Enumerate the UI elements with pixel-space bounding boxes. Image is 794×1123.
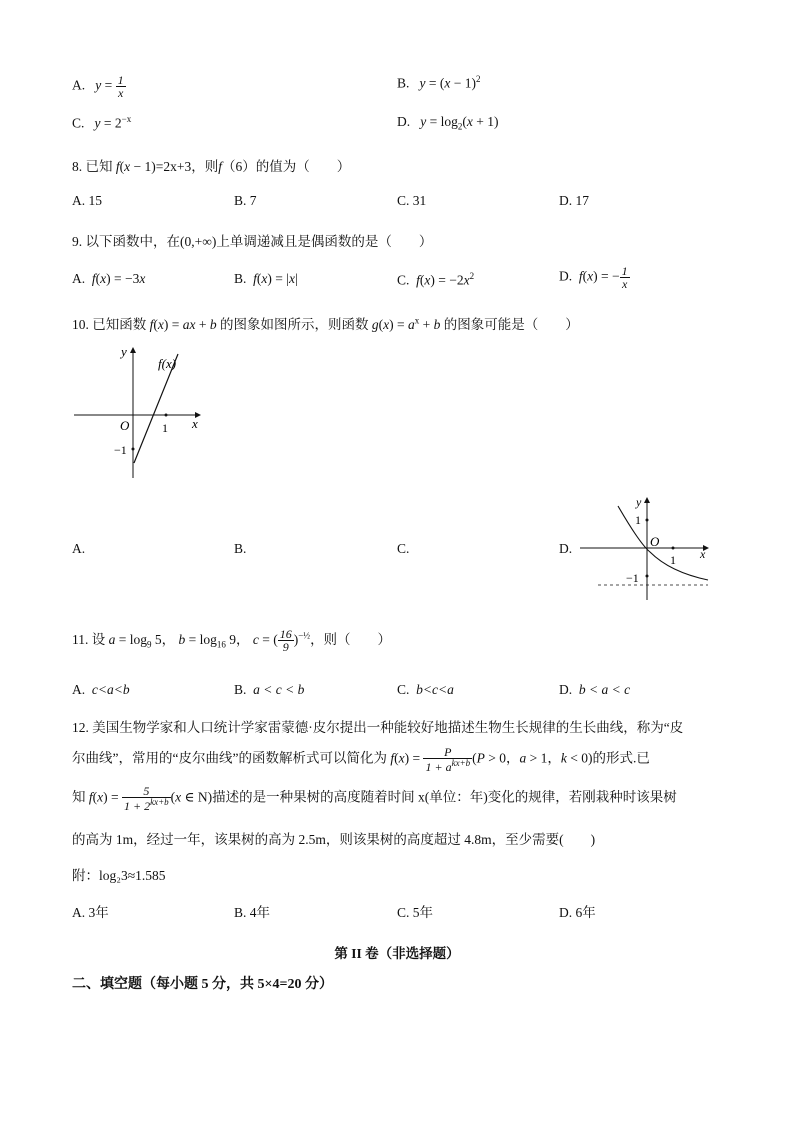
q9-option-b-label: B. <box>234 271 247 286</box>
q11-option-a-text: c<a<b <box>91 682 130 697</box>
q9-option-d: D. f(x) = − $\frac{1}{x}$ <box>559 264 628 291</box>
q10-stem-pre: 10. 已知函数 <box>72 317 147 332</box>
q11-option-d-label: D. <box>559 682 573 697</box>
q10-option-c: C. <box>397 541 410 556</box>
q9-option-b: B. f(x) = |x| <box>234 271 298 286</box>
q7-options-row2 <box>72 114 722 136</box>
tick-neg1: −1 <box>626 571 639 585</box>
gx-curve <box>618 506 708 580</box>
q8-stem-pre: 8. 已知 <box>72 159 113 174</box>
point-neg1 <box>132 448 135 451</box>
q12-line2: 尔曲线”，常用的“皮尔曲线”的函数解析式可以简化为 f(x) = $\frac{P}{1 + a^{kx+b}}$ (P > 0，a > 1，k < 0)的形式.已 <box>72 745 650 774</box>
y-label: y <box>636 495 642 509</box>
q7-option-a: A. y = $\frac{1}{x}$ <box>72 73 124 100</box>
q8-option-b: B. 7 <box>234 193 257 208</box>
q9-stem-post: 上单调递减且是偶函数的是（ ） <box>216 234 433 249</box>
q8-option-c: C. 31 <box>397 193 427 208</box>
q9-option-c: C. $f(x) = -2x^2$ <box>397 271 475 288</box>
q12-line3-pre: 知 <box>72 789 86 805</box>
q8-stem-mid: =2x+3，则 <box>155 159 219 174</box>
q8-options <box>72 193 722 215</box>
q9-option-a: A. f(x) = −3x <box>72 271 146 286</box>
q10-option-d: D. <box>559 541 573 556</box>
q7-option-a-label: A. <box>72 77 86 93</box>
q11-stem-post: ，则（ ） <box>310 632 392 647</box>
q7-option-b: B. $y = (x - 1)^2$ <box>397 74 481 91</box>
q11-option-b-label: B. <box>234 682 247 697</box>
tick-1: 1 <box>162 421 168 435</box>
q12-options <box>72 901 722 923</box>
q7-option-d: D. $y = \log_2(x + 1)$ <box>397 114 499 132</box>
q9-stem: 9. 以下函数中，在(0,+∞)上单调递减且是偶函数的是（ ） <box>72 234 433 249</box>
q12-line3-post: 描述的是一种果树的高度随着时间 x(单位：年)变化的规律，若刚栽种时该果树 <box>212 789 677 805</box>
q9-options <box>72 265 722 295</box>
q11-option-c-text: b<c<a <box>416 682 454 697</box>
q10-stem: 10. 已知函数 f(x) = ax + b 的图象如图所示，则函数 $g(x) = a^x + b$ 的图象可能是（ ） <box>72 315 579 332</box>
q12-line2-post: 的形式.已 <box>592 750 650 766</box>
q10-option-b: B. <box>234 541 247 556</box>
q10-stem-post: 的图象可能是（ ） <box>443 317 579 332</box>
tick-x1: 1 <box>670 553 676 567</box>
q7-option-d-label: D. <box>397 114 411 129</box>
q12-line3: 知 f(x) = $\frac{5}{1 + 2^{kx+b}}$ (x ∈ N)描述的是一种果树的高度随着时间 x(单位：年)变化的规律，若刚栽种时该果树 <box>72 784 677 813</box>
q11-option-a-label: A. <box>72 682 86 697</box>
q11-stem-pre: 11. 设 <box>72 632 106 647</box>
q12-option-b: B. 4年 <box>234 905 271 920</box>
q11-option-b-text: a < c < b <box>253 682 305 697</box>
y-label: y <box>121 344 127 359</box>
q9-option-d-label: D. <box>559 268 573 284</box>
x-label: x <box>192 416 198 431</box>
q11-options <box>72 682 722 704</box>
q11-option-c <box>397 682 454 698</box>
q12-line4: 的高为 1m，经过一年，该果树的高为 2.5m，则该果树的高度超过 4.8m，至少需要( ) <box>72 832 596 847</box>
q12-option-c: C. 5年 <box>397 905 434 920</box>
q11-option-a <box>72 682 130 698</box>
fx-graph-label: f(x) <box>158 356 177 371</box>
q9-stem-pre: 9. 以下函数中，在 <box>72 234 180 249</box>
tick-neg1: −1 <box>114 443 127 457</box>
origin-label: O <box>650 534 660 549</box>
section-subtitle: 二、填空题（每小题 5 分，共 5×4=20 分） <box>72 977 333 992</box>
tick-1: 1 <box>635 513 641 527</box>
q12-line1: 12. 美国生物学家和人口统计学家雷蒙德·皮尔提出一种能较好地描述生物生长规律的生长曲线，称为“皮 <box>72 720 684 735</box>
q7-option-c: C. $y = 2^{-x}$ <box>72 114 132 131</box>
x-label: x <box>700 547 706 561</box>
q8-option-a: A. 15 <box>72 193 102 208</box>
q11-option-d-text: b < a < c <box>578 682 631 697</box>
q12-line2-pre: 尔曲线”，常用的“皮尔曲线”的函数解析式可以简化为 <box>72 750 387 766</box>
q11-option-d <box>559 682 630 698</box>
q11-stem: 11. 设 $a = \log_9 5$， $b = \log_{16} 9$， c = ( $\frac{16}{9}$ )$^{-\frac{1}{2}}$，则（ ） <box>72 627 392 655</box>
origin-label: O <box>120 418 130 433</box>
q9-option-a-label: A. <box>72 271 86 286</box>
point-neg1 <box>646 575 649 578</box>
q9-option-c-label: C. <box>397 272 410 288</box>
section-title: 第 II 卷（非选择题） <box>334 946 460 961</box>
point-1 <box>646 519 649 522</box>
q12-option-d: D. 6年 <box>559 905 596 920</box>
q7-option-c-label: C. <box>72 115 85 131</box>
q8-stem: 8. 已知 f(x − 1)=2x+3，则f（6）的值为（ ） <box>72 159 351 174</box>
q7-options-row1 <box>72 68 722 98</box>
point-1 <box>165 414 168 417</box>
q8-option-d: D. 17 <box>559 193 589 208</box>
q12-option-a: A. 3年 <box>72 905 109 920</box>
q10-fx-graph <box>72 342 212 482</box>
q7-option-b-label: B. <box>397 75 410 91</box>
q11-option-b <box>234 682 304 698</box>
q12-hint: 附：log₂3≈1.585 <box>72 868 166 883</box>
q11-option-c-label: C. <box>397 682 410 697</box>
q10-stem-mid: 的图象如图所示，则函数 <box>220 317 369 332</box>
q10-option-d-graph <box>578 492 718 604</box>
q10-option-a: A. <box>72 541 86 556</box>
q8-stem-post: （6）的值为（ ） <box>222 159 351 174</box>
point-x1 <box>672 547 675 550</box>
